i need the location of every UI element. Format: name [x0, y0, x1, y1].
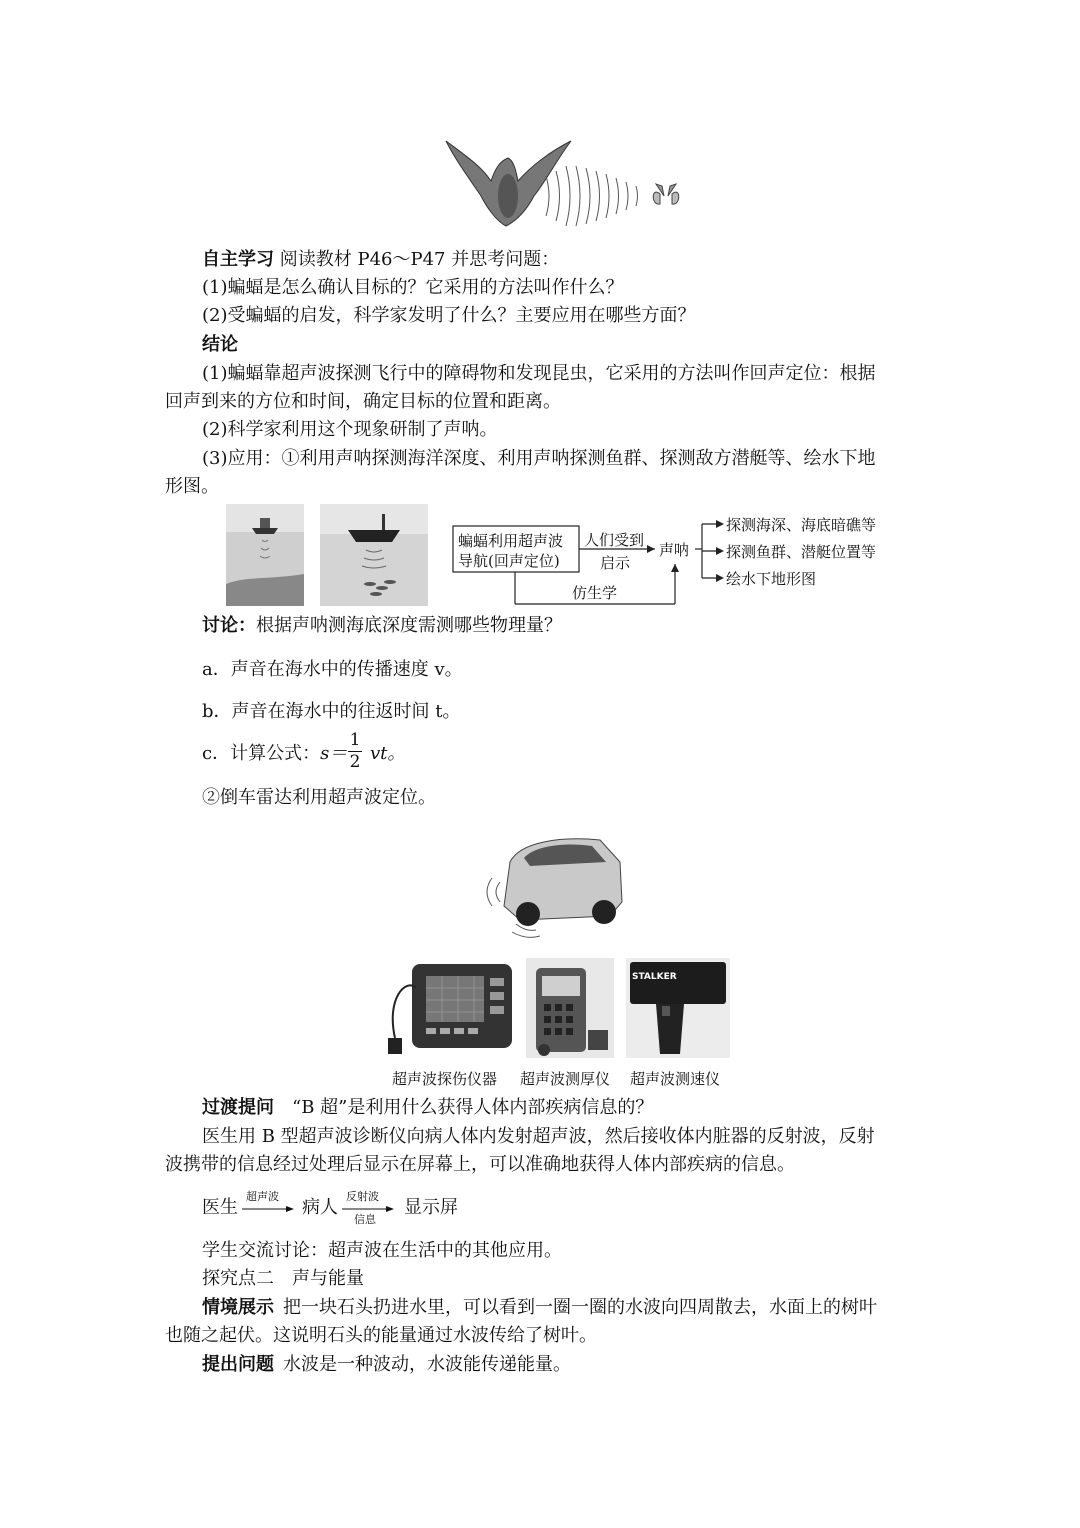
conclusion-label: 结论 — [202, 334, 238, 355]
diagram-bionics: 仿生学 — [572, 584, 618, 602]
bat-echolocation-illustration — [436, 136, 686, 236]
caption-thickness-gauge: 超声波测厚仪 — [520, 1070, 611, 1088]
question-text: 水波是一种波动，水波能传递能量。 — [283, 1354, 571, 1375]
thickness-gauge-image — [526, 958, 614, 1058]
question-1: (1)蝙蝠是怎么确认目标的？它采用的方法叫作什么？ — [202, 277, 624, 298]
diagram-arrow-bottom: 启示 — [600, 554, 631, 572]
scenario-text: 把一块石头扔进水里，可以看到一圈一圈的水波向四周散去，水面上的树叶 — [283, 1297, 877, 1318]
diagram-arrow-top: 人们受到 — [584, 531, 645, 549]
flaw-detector-image — [386, 958, 516, 1058]
conclusion-1-line2: 回声到来的方位和时间，确定目标的位置和距离。 — [165, 391, 561, 412]
self-study-text: 阅读教材 P46～P47 并思考问题： — [279, 249, 560, 270]
diagram-out-3: 绘水下地形图 — [726, 570, 817, 588]
discussion-line — [202, 614, 562, 638]
transition-paragraph-line2: 波携带的信息经过处理后显示在屏幕上，可以准确地获得人体内部疾病的信息。 — [165, 1154, 795, 1175]
chain-screen: 显示屏 — [404, 1197, 458, 1218]
transition-line — [202, 1096, 653, 1120]
conclusion-3-line1: (3)应用：①利用声呐探测海洋深度、利用声呐探测鱼群、探测敌方潜艇等、绘水下地 — [202, 448, 876, 469]
discussion-label: 讨论： — [202, 615, 256, 636]
speed-gun-brand: STALKER — [632, 972, 677, 982]
formula-fraction — [348, 730, 362, 772]
chain-doctor: 医生 — [202, 1197, 238, 1218]
question-line — [202, 1353, 571, 1377]
caption-flaw-detector: 超声波探伤仪器 — [392, 1070, 498, 1088]
caption-speed-gun: 超声波测速仪 — [630, 1070, 721, 1088]
diagram-box-line2: 导航(回声定位) — [458, 552, 560, 570]
formula-numerator: 1 — [349, 730, 361, 750]
chain-ultrasound-label: 超声波 — [246, 1190, 279, 1203]
question-label: 提出问题 — [202, 1354, 274, 1375]
formula-rhs: vt。 — [370, 743, 406, 764]
section-2-title: 探究点二 声与能量 — [202, 1268, 364, 1289]
diagram-sonar: 声呐 — [659, 541, 690, 559]
discussion-text: 根据声呐测海底深度需测哪些物理量？ — [256, 615, 562, 636]
discussion-a: a．声音在海水中的传播速度 v。 — [202, 659, 463, 680]
conclusion-1-line1: (1)蝙蝠靠超声波探测飞行中的障碍物和发现昆虫，它采用的方法叫作回声定位：根据 — [202, 363, 876, 384]
scenario-line2: 也随之起伏。这说明石头的能量通过水波传给了树叶。 — [165, 1325, 597, 1346]
question-2: (2)受蝙蝠的启发，科学家发明了什么？主要应用在哪些方面？ — [202, 305, 696, 326]
scenario-line1 — [202, 1296, 877, 1320]
moth-icon — [653, 184, 679, 204]
chain-arrow-1 — [242, 1204, 294, 1214]
chain-patient: 病人 — [302, 1197, 338, 1218]
formula-denominator: 2 — [349, 752, 361, 772]
reversing-radar: ②倒车雷达利用超声波定位。 — [202, 787, 436, 808]
transition-paragraph-line1: 医生用 B 型超声波诊断仪向病人体内发射超声波，然后接收体内脏器的反射波，反射 — [202, 1126, 875, 1147]
self-study-line — [202, 248, 559, 272]
diagram-box-line1: 蝙蝠利用超声波 — [458, 532, 564, 550]
formula-lhs: s＝ — [320, 743, 348, 764]
ship-fish-image — [320, 504, 428, 606]
discussion-b: b．声音在海水中的往返时间 t。 — [202, 701, 461, 722]
student-exchange: 学生交流讨论：超声波在生活中的其他应用。 — [202, 1240, 562, 1261]
formula-prefix: c．计算公式： — [202, 743, 321, 764]
chain-reflect-label: 反射波 — [346, 1190, 379, 1203]
diagram-out-1: 探测海深、海底暗礁等 — [726, 516, 877, 534]
self-study-label: 自主学习 — [202, 249, 274, 270]
discussion-c — [202, 742, 347, 766]
conclusion-3-line2: 形图。 — [165, 476, 219, 497]
ship-sonar-image — [226, 504, 304, 606]
diagram-out-2: 探测鱼群、潜艇位置等 — [726, 543, 877, 561]
transition-label: 过渡提问 — [202, 1097, 274, 1118]
transition-text: “B 超”是利用什么获得人体内部疾病信息的？ — [292, 1097, 654, 1118]
conclusion-2: (2)科学家利用这个现象研制了声呐。 — [202, 419, 498, 440]
chain-info-label: 信息 — [354, 1213, 376, 1226]
car-reversing-radar-image — [480, 832, 626, 942]
scenario-label: 情境展示 — [202, 1297, 274, 1318]
